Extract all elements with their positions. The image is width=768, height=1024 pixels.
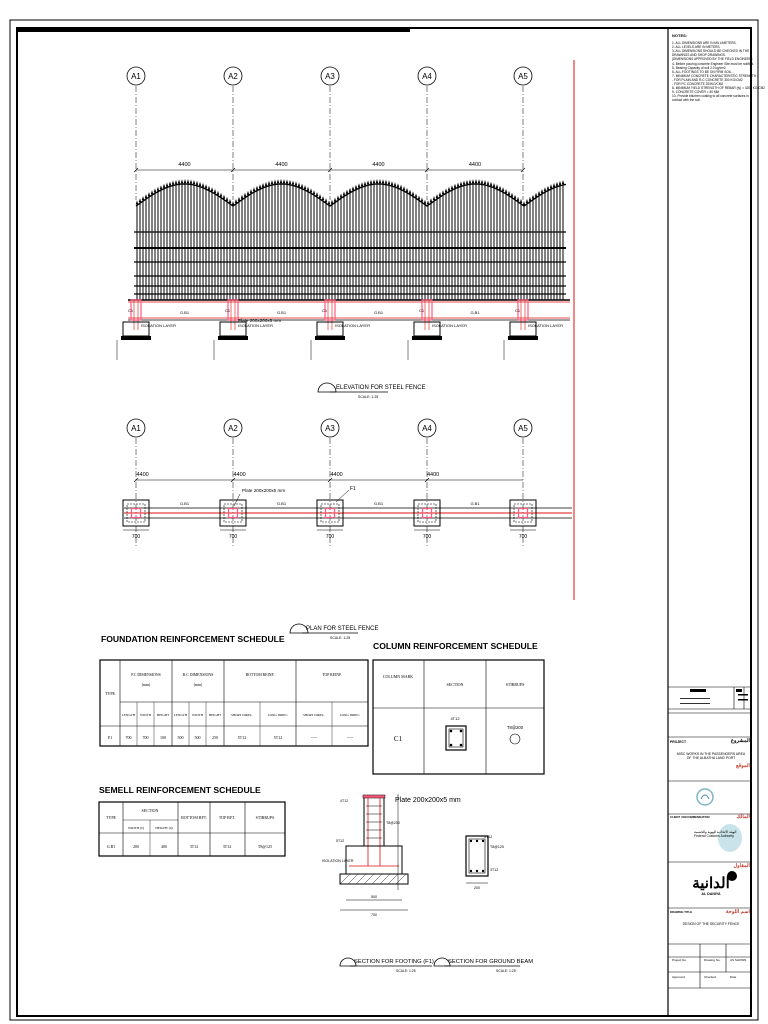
- tb-drawing-no-label: Drawing No.: [704, 958, 721, 962]
- grid-label: A1: [131, 424, 141, 433]
- note-line: 1- ALL DIMENSIONS ARE IN MILLIMETERS.: [672, 41, 737, 46]
- note-line: 4- Before pouring concrete Engineer Site must be notified.: [672, 61, 755, 66]
- tb-client: [670, 815, 752, 838]
- fs-group-unit: (mm): [193, 683, 203, 687]
- plan-scale: SCALE: 1:25: [330, 636, 351, 640]
- tb-drawing-title: [670, 910, 752, 926]
- ss-cell: T8@125: [257, 844, 273, 849]
- tb-project-label-ar: المشروع: [730, 738, 750, 744]
- fs-cell: 5T12: [237, 735, 247, 740]
- notes-title: NOTES:: [672, 33, 688, 38]
- beam-dim-200: 200: [474, 886, 480, 890]
- note-line: 7- MINIMUM CONCRETE CHARACTERISTIC STRENGTH :: [672, 73, 758, 78]
- beam-label-bottom: 3T12: [490, 868, 499, 872]
- footing-label-isolation: ISOLATION LAYER: [322, 859, 354, 863]
- section-symbol-icon: [318, 383, 336, 392]
- isolation-label: ISOLATION LAYER: [141, 323, 176, 328]
- lean-concrete: [508, 336, 538, 340]
- grid-label: A4: [422, 72, 432, 81]
- grid-spacing-dim: 4400: [427, 472, 440, 478]
- fs-cell: F1: [107, 735, 113, 740]
- tb-scale-label: AS SHOWN: [730, 958, 747, 962]
- fs-subheader: LENGTH: [173, 713, 188, 717]
- column-label: C1: [419, 308, 425, 313]
- footing-section-title-text: SECTION FOR FOOTING (F1): [354, 959, 434, 965]
- footing-section-drawing: [322, 794, 461, 917]
- column-schedule: [373, 641, 544, 774]
- grid-spacing-dim: 4400: [233, 472, 246, 478]
- fs-cell: 700: [142, 735, 149, 740]
- grid-label: A3: [325, 424, 335, 433]
- lean-concrete: [218, 336, 248, 340]
- fs-cell: -----: [346, 735, 354, 740]
- tb-client-org-ar: الهيئة الاتحادية للهوية والجنسية: [694, 830, 737, 834]
- tb-project-line1: MISC WORKS IN THE PASSENGERS AREA: [676, 752, 746, 756]
- fs-group-header: P.C DIMENSIONS: [131, 673, 161, 677]
- footing-section-scale: SCALE: 1:25: [396, 969, 416, 973]
- tb-drawing-title-label: DRAWING TITLE: [670, 910, 693, 914]
- fs-type-header: TYPE: [105, 691, 115, 696]
- fs-subheader: LONG DIREC.: [339, 713, 361, 717]
- plan-footing-label: F1: [350, 486, 356, 492]
- note-line: 9- CONCRETE COVER = 50 MM: [672, 90, 720, 95]
- ground-beam-label: G.B1: [276, 310, 287, 315]
- beam-section-scale: SCALE: 1:25: [496, 969, 516, 973]
- ss-header-type: TYPE: [106, 815, 116, 820]
- footing-dim: 700: [131, 534, 141, 540]
- client-emblem-icon: [697, 789, 713, 805]
- fs-cell: 500: [177, 735, 184, 740]
- ss-cell: 200: [133, 844, 139, 849]
- fs-subheader: SHORT DIREC.: [230, 713, 254, 717]
- grid-spacing-dim: 4400: [136, 472, 149, 478]
- semell-schedule: [99, 785, 285, 856]
- note-line: 5- Bearing Capacity of soil 2.0 kg/cm2.: [672, 65, 727, 70]
- elevation-scale: SCALE: 1:25: [358, 395, 379, 399]
- foundation-schedule-title: FOUNDATION REINFORCEMENT SCHEDULE: [101, 634, 285, 644]
- elevation-title: ELEVATION FOR STEEL FENCE: [336, 385, 426, 391]
- fs-subheader: HEIGHT: [156, 713, 170, 717]
- tb-client-label-ar: المالك: [736, 814, 750, 820]
- footing-label-stirrups: T8@200: [386, 821, 400, 825]
- beam-section-title-text: SECTION FOR GROUND BEAM: [448, 959, 534, 965]
- footing-dim: 700: [228, 534, 238, 540]
- fs-subheader: LENGTH: [121, 713, 136, 717]
- grid-label: A2: [228, 424, 238, 433]
- fs-group-header: TOP REINF.: [322, 673, 342, 677]
- footing-dim: 700: [518, 534, 528, 540]
- footing-dim-500: 500: [371, 895, 377, 899]
- footing-dim: 700: [422, 534, 432, 540]
- ss-header-stirrups: STIRRUPS: [255, 815, 275, 820]
- lean-concrete: [412, 336, 442, 340]
- tb-client-label: CLIENT / RECOMMENDATION: [670, 815, 710, 819]
- cs-header-stirrups: STIRRUPS: [505, 682, 525, 687]
- footing-section-title: [340, 958, 434, 973]
- general-notes: [672, 33, 766, 103]
- ss-sub-height: HEIGHT (h): [155, 826, 173, 830]
- isolation-label: ISOLATION LAYER: [528, 323, 563, 328]
- ground-beam-label: G.B1: [179, 310, 190, 315]
- ss-cell: G.B1: [106, 844, 116, 849]
- cs-stirrups: T8@200: [506, 725, 524, 730]
- footing-dim: 700: [325, 534, 335, 540]
- fs-cell: -----: [310, 735, 318, 740]
- tb-contractor-name: AL DANIYA: [701, 892, 721, 896]
- fs-cell: 500: [194, 735, 201, 740]
- fs-cell: 700: [125, 735, 132, 740]
- tb-drawing-title-text: DESIGN OF THE SECURITY FENCE: [682, 922, 740, 926]
- note-line: contact with the soil.: [672, 98, 701, 103]
- ground-beam-label: G.B1: [276, 501, 287, 506]
- grid-spacing-dim: 4400: [468, 162, 482, 168]
- grid-spacing-dim: 4400: [372, 162, 385, 168]
- footing-plate-label: Plate 200x200x5 mm: [395, 797, 461, 804]
- column-label: C1: [515, 308, 521, 313]
- fs-group-header: BOTTOM REINF.: [245, 673, 275, 677]
- footing-label-5t12: 5T12: [336, 839, 345, 843]
- revision-table-header: [680, 689, 748, 704]
- ground-beam-section-drawing: [466, 835, 504, 890]
- tb-date-label: Date: [730, 975, 737, 979]
- grid-label: A5: [518, 424, 528, 433]
- lean-concrete: [121, 336, 151, 340]
- note-line: 10- Provide bitumen coating to all concrete surfaces in: [672, 94, 749, 99]
- base-plate: [363, 795, 385, 798]
- column-label: C1: [128, 308, 134, 313]
- plan-plate-label: Plate 200x200x5 mm: [242, 488, 286, 493]
- column-schedule-title: COLUMN REINFORCEMENT SCHEDULE: [373, 641, 538, 651]
- ss-cell: 3T12: [222, 844, 232, 849]
- ss-header-section: SECTION: [141, 808, 159, 813]
- foundation-schedule: [100, 634, 368, 746]
- note-line: - FOR PC CONCRETE 200KG/CM2: [672, 82, 724, 87]
- footing-dim-700: 700: [371, 913, 377, 917]
- tb-location-ar: الموقع: [736, 763, 750, 770]
- column-label: C1: [322, 308, 328, 313]
- isolation-label: ISOLATION LAYER: [238, 323, 273, 328]
- ss-sub-width: WIDTH (b): [127, 826, 145, 830]
- beam-label-stirrups: T8@125: [490, 845, 504, 849]
- ss-cell: 3T12: [189, 844, 199, 849]
- tb-client-org: Federal Customs Authority: [694, 834, 734, 839]
- plan-title-block: [290, 624, 378, 640]
- isolation-label: ISOLATION LAYER: [335, 323, 370, 328]
- semell-schedule-title: SEMELL REINFORCEMENT SCHEDULE: [99, 785, 261, 795]
- ground-beam-label: G.B1: [179, 501, 190, 506]
- grid-label: A3: [325, 72, 335, 81]
- fs-cell: 100: [160, 735, 166, 740]
- grid-label: A1: [131, 72, 141, 81]
- tb-contractor: [670, 864, 752, 896]
- cs-header-mark: COLUMN MARK: [382, 674, 414, 679]
- tb-approved-label: Approved: [672, 975, 685, 979]
- fs-subheader: WIDTH: [140, 713, 151, 717]
- ground-beam-label: G.B1: [373, 310, 384, 315]
- note-line: DRAWINGS AND SHOP DRAWINGS.: [672, 53, 726, 58]
- tb-project-line2: OF THE ALBATHA LAND PORT: [686, 756, 736, 761]
- stirrup-icon: [510, 734, 520, 744]
- plan-title: PLAN FOR STEEL FENCE: [306, 626, 379, 632]
- tb-project-no-label: Project No.: [672, 958, 687, 962]
- beam-label-top: 3T12: [484, 835, 493, 839]
- fs-subheader: WIDTH: [192, 713, 203, 717]
- grid-spacing-dim: 4400: [275, 162, 288, 168]
- grid-spacing-dim: 4400: [178, 162, 191, 168]
- ss-header-top: TOP RFT.: [218, 815, 236, 820]
- fs-group-header: R.C DIMENSIONS: [182, 673, 214, 677]
- note-line: 6- ALL FOOTINGS TO BE ON FIRM SOIL.: [672, 69, 733, 74]
- grid-label: A2: [228, 72, 238, 81]
- note-line: 3- ALL DIMENSIONS SHOULD BE CHECKED IN THE: [672, 49, 750, 54]
- tb-contractor-name-ar: الدانية: [692, 875, 730, 892]
- fs-cell: 5T12: [273, 735, 283, 740]
- tb-project-label: PROJECT: [670, 740, 687, 744]
- note-line: 2- ALL LEVELS ARE IN METERS.: [672, 45, 721, 50]
- fs-subheader: SHORT DIREC.: [302, 713, 326, 717]
- tb-contractor-label-ar: المقاول: [733, 863, 750, 869]
- grid-label: A4: [422, 424, 432, 433]
- cs-header-section: SECTION: [446, 682, 464, 687]
- tb-project: [670, 740, 752, 772]
- ground-beam-label: G.B1: [373, 501, 384, 506]
- grid-spacing-dim: 4400: [330, 472, 343, 478]
- fence-plan: [123, 486, 572, 540]
- plan-grid-axes: [127, 419, 532, 548]
- elev-plate-label: Plate 200x200x5 mm: [238, 318, 282, 323]
- cs-section-label: 4T12: [450, 716, 460, 721]
- footing-label-4t12: 4T12: [340, 799, 349, 803]
- fs-subheader: HEIGHT: [208, 713, 222, 717]
- note-line: 8- MINIMUM YIELD STRENGTH OF REBAR (fy) = 4200 KG/CM2: [672, 86, 766, 91]
- note-line: - FOR PLAIN AND R.C CONCRETE 300 KG/CM2: [672, 77, 743, 82]
- elevation-title-block: [318, 383, 426, 399]
- fs-group-unit: (mm): [141, 683, 151, 687]
- fence-elevation: [117, 179, 570, 360]
- cs-mark: C1: [393, 735, 403, 743]
- isolation-label: ISOLATION LAYER: [432, 323, 467, 328]
- column-label: C1: [225, 308, 231, 313]
- fs-subheader: LONG DIREC.: [267, 713, 289, 717]
- tb-drawing-title-ar: اسم اللوحة: [725, 909, 750, 915]
- tb-checked-label: Checked: [704, 975, 716, 979]
- ground-beam-label: G.B1: [470, 501, 480, 506]
- grid-label: A5: [518, 72, 528, 81]
- ss-cell: 400: [161, 844, 167, 849]
- note-line: (DIMENSIONS APPROVED BY THE FIELD ENGINEER): [672, 57, 753, 62]
- fs-cell: 250: [212, 735, 218, 740]
- ground-beam-label: G.B1: [470, 310, 480, 315]
- lean-concrete: [315, 336, 345, 340]
- beam-section-title: [434, 958, 533, 973]
- ss-header-bottom: BOTTOM RFT.: [181, 815, 207, 820]
